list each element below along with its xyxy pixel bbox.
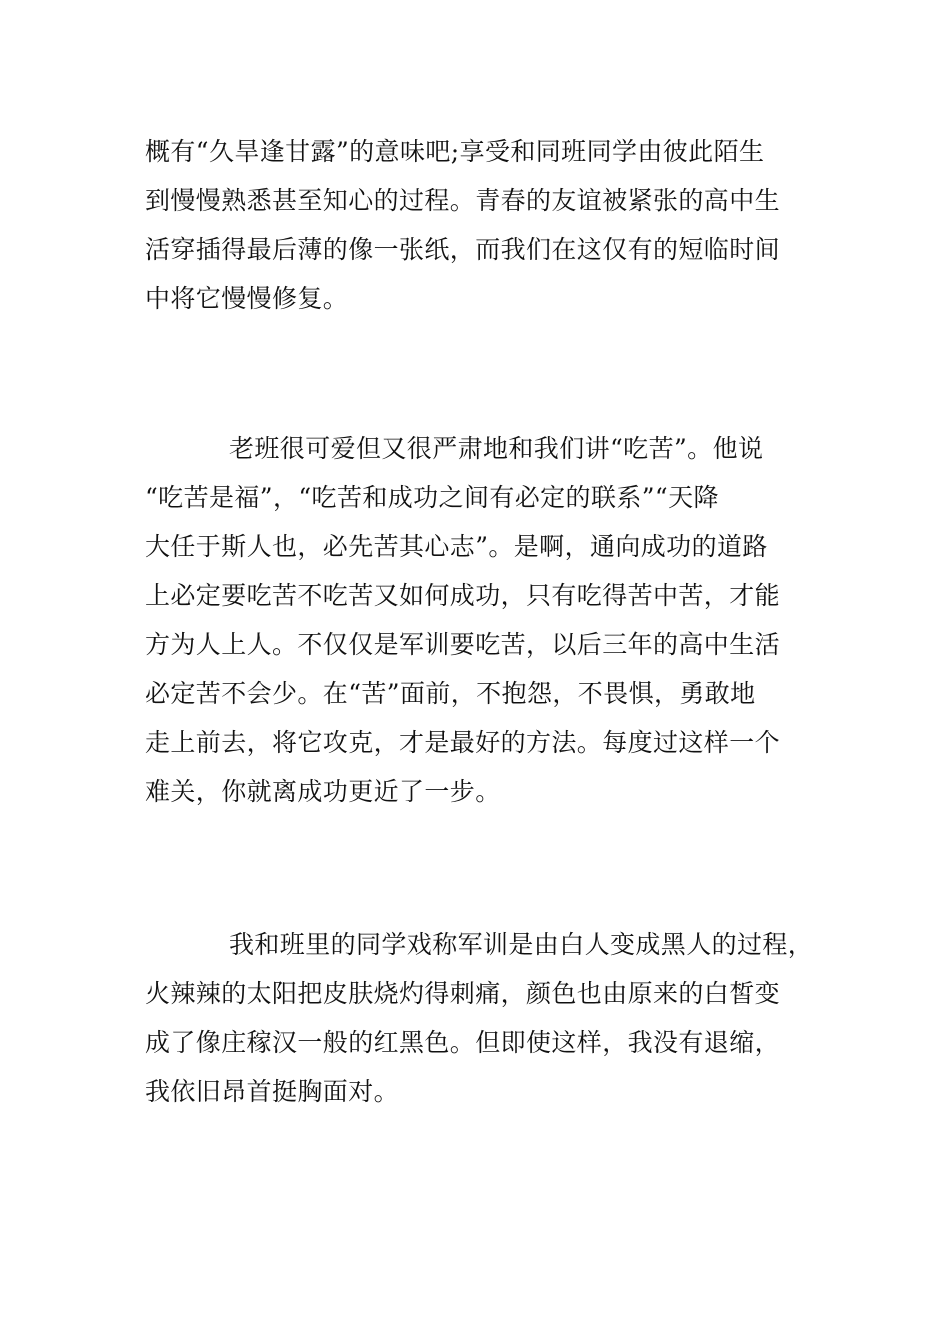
text-line: 火辣辣的太阳把皮肤烧灼得刺痛，颜色也由原来的白皙变	[145, 979, 781, 1008]
text-line: 中将它慢慢修复。	[145, 284, 349, 313]
text-line: 走上前去，将它攻克，才是最好的方法。每度过这样一个	[145, 728, 781, 757]
text-line: “吃苦是福”，“吃苦和成功之间有必定的联系”“天降	[145, 483, 719, 512]
paragraph-sunburn	[145, 920, 814, 1116]
text-line: 到慢慢熟悉甚至知心的过程。青春的友谊被紧张的高中生	[145, 186, 781, 215]
text-line: 成了像庄稼汉一般的红黑色。但即使这样，我没有退缩，	[145, 1028, 781, 1057]
paragraph-hardship	[145, 424, 810, 816]
text-line: 大任于斯人也，必先苦其心志”。是啊，通向成功的道路	[145, 532, 768, 561]
text-line: 方为人上人。不仅仅是军训要吃苦，以后三年的高中生活	[145, 630, 781, 659]
paragraph-friendship	[145, 127, 810, 323]
text-line: 活穿插得最后薄的像一张纸，而我们在这仅有的短临时间	[145, 235, 781, 264]
text-line: 必定苦不会少。在“苦”面前，不抱怨，不畏惧，勇敢地	[145, 679, 756, 708]
text-line: 我依旧昂首挺胸面对。	[145, 1077, 400, 1106]
text-line: 难关，你就离成功更近了一步。	[145, 777, 501, 806]
text-line-indented: 我和班里的同学戏称军训是由白人变成黑人的过程，	[229, 930, 814, 959]
text-line-indented: 老班很可爱但又很严肃地和我们讲“吃苦”。他说	[229, 434, 764, 463]
text-line: 概有“久旱逢甘露”的意味吧;享受和同班同学由彼此陌生	[145, 137, 765, 166]
text-line: 上必定要吃苦不吃苦又如何成功，只有吃得苦中苦，才能	[145, 581, 781, 610]
